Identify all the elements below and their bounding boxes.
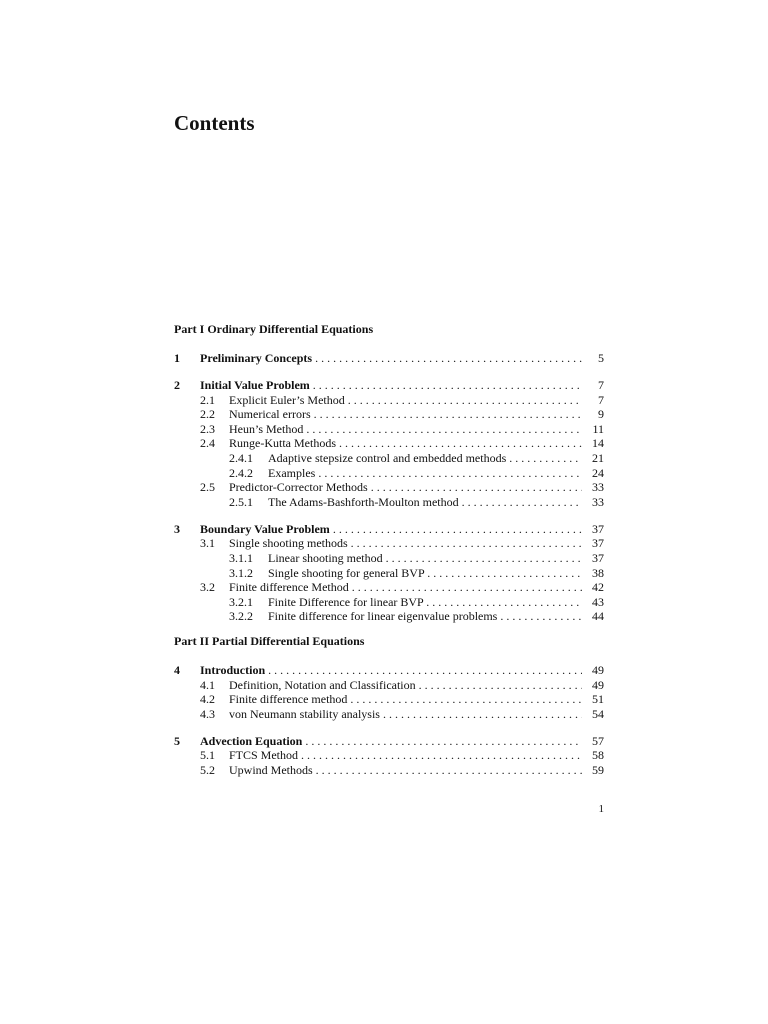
toc-chapter-number: 3: [174, 521, 180, 536]
toc-section-title: Upwind Methods . . .: [229, 763, 582, 777]
toc-section-number: 2.5: [200, 480, 215, 495]
toc-chapter-entry[interactable]: [174, 378, 604, 392]
toc-section-page: 9: [598, 407, 604, 422]
toc-chapter-title: Preliminary Concepts . . .: [200, 351, 582, 365]
toc-chapter-entry[interactable]: [174, 734, 604, 748]
toc-subsection-page: 33: [592, 494, 604, 509]
toc-section-number: 2.1: [200, 392, 215, 407]
toc-subsection-title: The Adams-Bashforth-Moulton method . . .: [268, 495, 582, 509]
toc-section-page: 58: [592, 748, 604, 763]
toc-chapter-page: 37: [592, 521, 604, 536]
toc-chapter-title: Boundary Value Problem . . .: [200, 522, 582, 536]
toc-section-number: 2.3: [200, 421, 215, 436]
toc-subsection-number: 2.4.2: [229, 465, 253, 480]
toc-section-page: 42: [592, 580, 604, 595]
toc-section-entry[interactable]: [174, 707, 604, 721]
toc-section-title: Finite difference method . . .: [229, 692, 582, 706]
toc-chapter-entry[interactable]: [174, 663, 604, 677]
toc-chapter-title: Introduction . . .: [200, 663, 582, 677]
toc-chapter-number: 5: [174, 733, 180, 748]
toc-section-title: FTCS Method . . .: [229, 748, 582, 762]
toc-section-entry[interactable]: [174, 536, 604, 550]
toc-section-title: Runge-Kutta Methods . . .: [229, 436, 582, 450]
toc-section-title: Heun’s Method . . .: [229, 422, 582, 436]
toc-chapter-page: 49: [592, 663, 604, 677]
page-number: 1: [598, 803, 604, 815]
toc-section-title: Finite difference Method . . .: [229, 580, 582, 594]
toc-subsection-number: 3.2.1: [229, 594, 253, 609]
toc-subsection-number: 3.1.1: [229, 551, 253, 565]
toc-section-number: 3.2: [200, 580, 215, 595]
toc-section-page: 7: [598, 392, 604, 407]
toc-subsection-page: 21: [592, 451, 604, 465]
toc-subsection-title: Linear shooting method . . .: [268, 551, 582, 565]
toc-section-number: 4.3: [200, 706, 215, 721]
toc-section-page: 37: [592, 536, 604, 551]
toc-section-page: 14: [592, 436, 604, 451]
toc-part-heading[interactable]: Part I Ordinary Differential Equations: [174, 322, 374, 336]
toc-section-page: 51: [592, 692, 604, 707]
toc-section-entry[interactable]: [174, 678, 604, 692]
toc-subsection-title: Examples . . .: [268, 466, 582, 480]
toc-section-entry[interactable]: [174, 422, 604, 436]
toc-section-title: Numerical errors . . .: [229, 407, 582, 421]
toc-section-page: 49: [592, 677, 604, 692]
toc-section-number: 5.1: [200, 748, 215, 763]
toc-part-heading[interactable]: Part II Partial Differential Equations: [174, 634, 365, 648]
toc-section-number: 5.2: [200, 763, 215, 777]
toc-subsection-title: Finite difference for linear eigenvalue problems . . .: [268, 609, 582, 623]
toc-section-page: 11: [592, 421, 604, 436]
toc-section-number: 4.2: [200, 692, 215, 707]
toc-subsection-entry[interactable]: [174, 551, 604, 565]
toc-subsection-page: 37: [592, 551, 604, 565]
toc-chapter-number: 2: [174, 378, 180, 392]
toc-chapter-title: Advection Equation . . .: [200, 734, 582, 748]
toc-subsection-entry[interactable]: [174, 495, 604, 509]
toc-section-page: 54: [592, 706, 604, 721]
toc-section-title: Predictor-Corrector Methods . . .: [229, 480, 582, 494]
toc-section-page: 33: [592, 480, 604, 495]
toc-section-entry[interactable]: [174, 480, 604, 494]
toc-section-entry[interactable]: [174, 748, 604, 762]
toc-section-title: Definition, Notation and Classification . . .: [229, 678, 582, 692]
toc-subsection-number: 3.2.2: [229, 609, 253, 624]
toc-section-number: 3.1: [200, 536, 215, 551]
toc-subsection-page: 38: [592, 565, 604, 580]
toc-chapter-entry[interactable]: [174, 522, 604, 536]
toc-section-title: Explicit Euler’s Method . . .: [229, 393, 582, 407]
toc-subsection-page: 44: [592, 609, 604, 624]
toc-subsection-entry[interactable]: [174, 451, 604, 465]
toc-chapter-entry[interactable]: [174, 351, 604, 365]
toc-section-title: Single shooting methods . . .: [229, 536, 582, 550]
toc-section-entry[interactable]: [174, 407, 604, 421]
toc-chapter-title: Initial Value Problem . . .: [200, 378, 582, 392]
toc-subsection-entry[interactable]: [174, 566, 604, 580]
page-title: Contents: [174, 111, 255, 135]
toc-subsection-page: 24: [592, 465, 604, 480]
toc-subsection-title: Single shooting for general BVP . . .: [268, 566, 582, 580]
toc-subsection-number: 2.5.1: [229, 494, 253, 509]
toc-section-entry[interactable]: [174, 692, 604, 706]
toc-subsection-entry[interactable]: [174, 595, 604, 609]
toc-subsection-entry[interactable]: [174, 609, 604, 623]
toc-chapter-page: 7: [598, 378, 604, 392]
toc-subsection-title: Finite Difference for linear BVP . . .: [268, 595, 582, 609]
toc-chapter-page: 5: [598, 351, 604, 365]
toc-chapter-number: 1: [174, 351, 180, 365]
toc-chapter-page: 57: [592, 733, 604, 748]
toc-subsection-entry[interactable]: [174, 466, 604, 480]
toc-section-title: von Neumann stability analysis . . .: [229, 707, 582, 721]
toc-subsection-number: 2.4.1: [229, 451, 253, 465]
toc-section-number: 2.2: [200, 407, 215, 422]
toc-chapter-number: 4: [174, 663, 180, 677]
toc-subsection-title: Adaptive stepsize control and embedded methods . . .: [268, 451, 582, 465]
toc-section-number: 2.4: [200, 436, 215, 451]
toc-section-number: 4.1: [200, 677, 215, 692]
toc-section-entry[interactable]: [174, 393, 604, 407]
toc-subsection-number: 3.1.2: [229, 565, 253, 580]
toc-section-entry[interactable]: [174, 436, 604, 450]
toc-section-page: 59: [592, 763, 604, 777]
toc-section-entry[interactable]: [174, 580, 604, 594]
toc-section-entry[interactable]: [174, 763, 604, 777]
toc-subsection-page: 43: [592, 594, 604, 609]
